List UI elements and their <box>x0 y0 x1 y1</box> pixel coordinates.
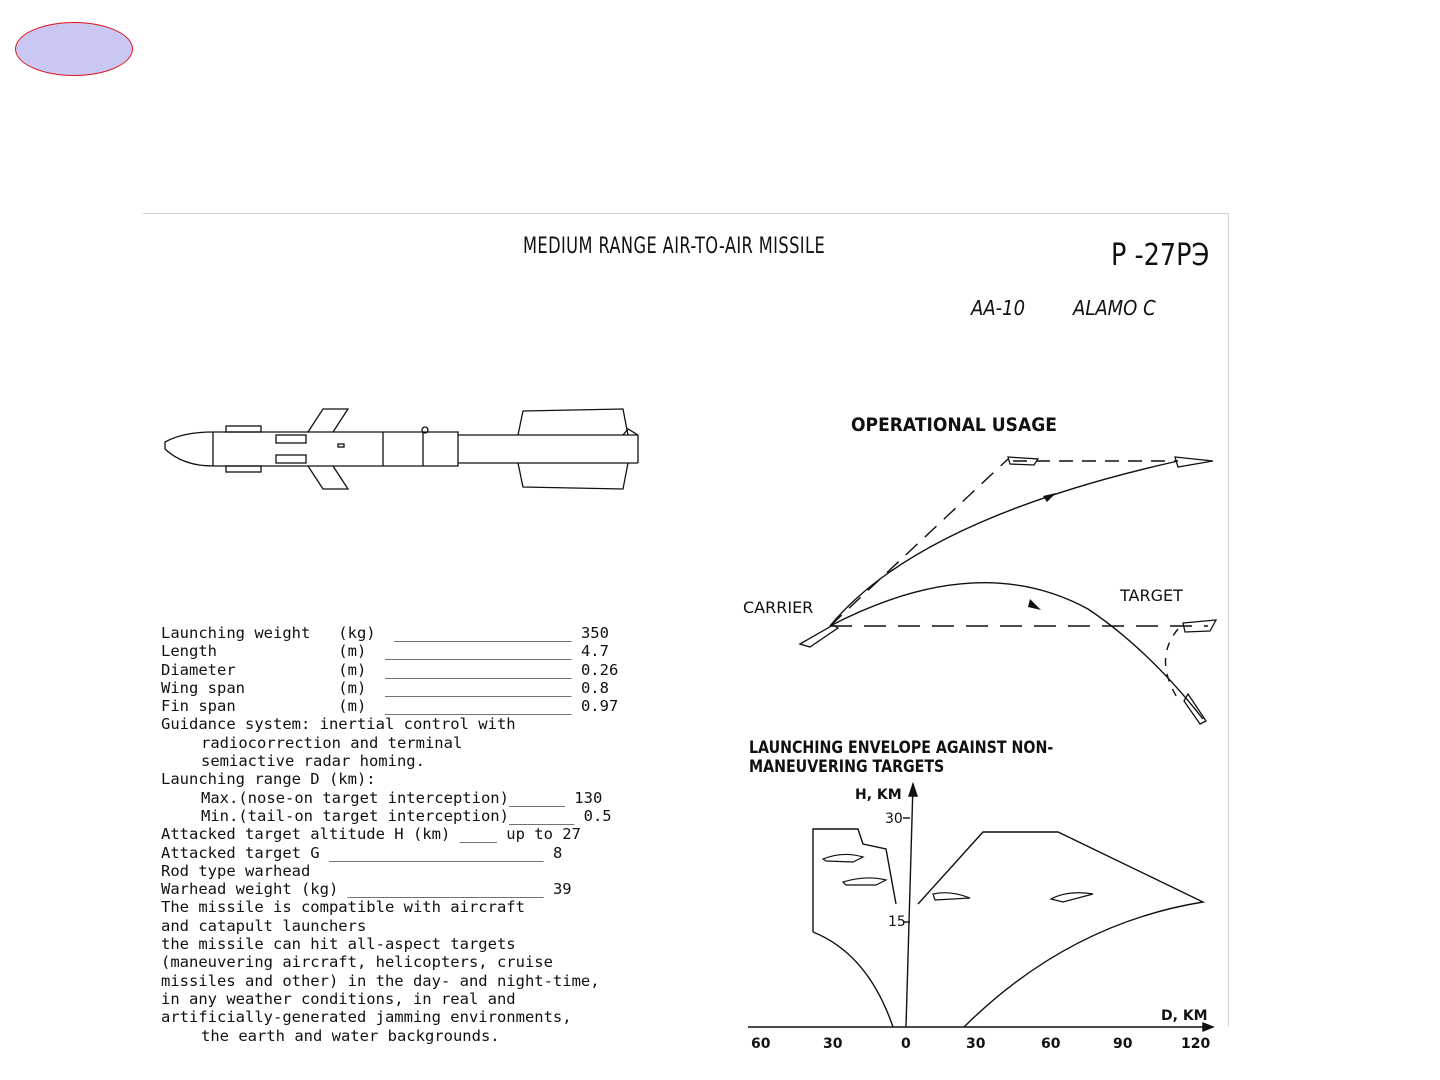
spec-row: Attacked target altitude H (km) ____ up to 27 <box>161 825 581 844</box>
x-tick-label: 60 <box>751 1036 771 1052</box>
x-axis-label: D, KM <box>1161 1008 1208 1024</box>
spec-row: and catapult launchers <box>161 916 367 935</box>
operational-usage-title: OPERATIONAL USAGE <box>851 414 1057 436</box>
spec-row: artificially-generated jamming environments, <box>161 1008 572 1027</box>
spec-row: Min.(tail-on target interception)_______ 0.5 <box>201 806 612 825</box>
spec-row: Length (m) ____________________ 4.7 <box>161 642 609 661</box>
spec-row: in any weather conditions, in real and <box>161 989 516 1008</box>
spec-row: Fin span (m) ____________________ 0.97 <box>161 697 619 716</box>
spec-row: the missile can hit all-aspect targets <box>161 935 516 954</box>
spec-row: Max.(nose-on target interception)______ 130 <box>201 788 603 807</box>
spec-row: The missile is compatible with aircraft <box>161 898 525 917</box>
y-tick-label: 15 <box>888 914 906 930</box>
spec-row: Wing span (m) ____________________ 0.8 <box>161 678 609 697</box>
handwritten-nato-code: AA-10 <box>971 296 1026 320</box>
spec-row: Rod type warhead <box>161 861 311 880</box>
spec-row: semiactive radar homing. <box>201 752 425 771</box>
y-axis-label: H, KM <box>855 787 902 803</box>
x-tick-label: 0 <box>901 1036 911 1052</box>
launching-envelope-chart <box>738 774 1218 1064</box>
x-tick-label: 30 <box>823 1036 843 1052</box>
spec-row: Attacked target G _______________________ 8 <box>161 843 563 862</box>
specifications-list <box>161 624 618 1045</box>
x-tick-label: 90 <box>1113 1036 1133 1052</box>
operational-usage-diagram <box>738 439 1228 729</box>
spec-row: the earth and water backgrounds. <box>201 1026 500 1045</box>
target-label: TARGET <box>1120 586 1183 605</box>
spec-row: Warhead weight (kg) _____________________ 39 <box>161 880 572 899</box>
spec-row: (maneuvering aircraft, helicopters, cruise <box>161 953 553 972</box>
aircraft-icon <box>800 457 1216 724</box>
scanned-document <box>143 213 1229 1052</box>
missile-drawing <box>158 399 648 514</box>
carrier-label: CARRIER <box>743 598 814 617</box>
spec-row: radiocorrection and terminal <box>201 733 463 752</box>
spec-row: Launching range D (km): <box>161 770 376 789</box>
x-tick-label: 120 <box>1181 1036 1211 1052</box>
spec-row: Diameter (m) ____________________ 0.26 <box>161 660 619 679</box>
target-aircraft-icon <box>823 854 1093 902</box>
x-tick-label: 30 <box>966 1036 986 1052</box>
slide-badge-oval <box>15 22 133 76</box>
missile-designation: Р -27РЭ <box>1111 238 1210 273</box>
document-title: MEDIUM RANGE AIR-TO-AIR MISSILE <box>523 234 826 259</box>
spec-row: Launching weight (kg) ___________________ 350 <box>161 624 609 642</box>
x-tick-label: 60 <box>1041 1036 1061 1052</box>
handwritten-nato-name: ALAMO C <box>1073 296 1156 320</box>
spec-row: missiles and other) in the day- and night-time, <box>161 971 600 990</box>
y-tick-label: 30 <box>885 811 903 827</box>
envelope-title: LAUNCHING ENVELOPE AGAINST NON-MANEUVERING TARGETS <box>749 738 1054 776</box>
spec-row: Guidance system: inertial control with <box>161 715 516 734</box>
